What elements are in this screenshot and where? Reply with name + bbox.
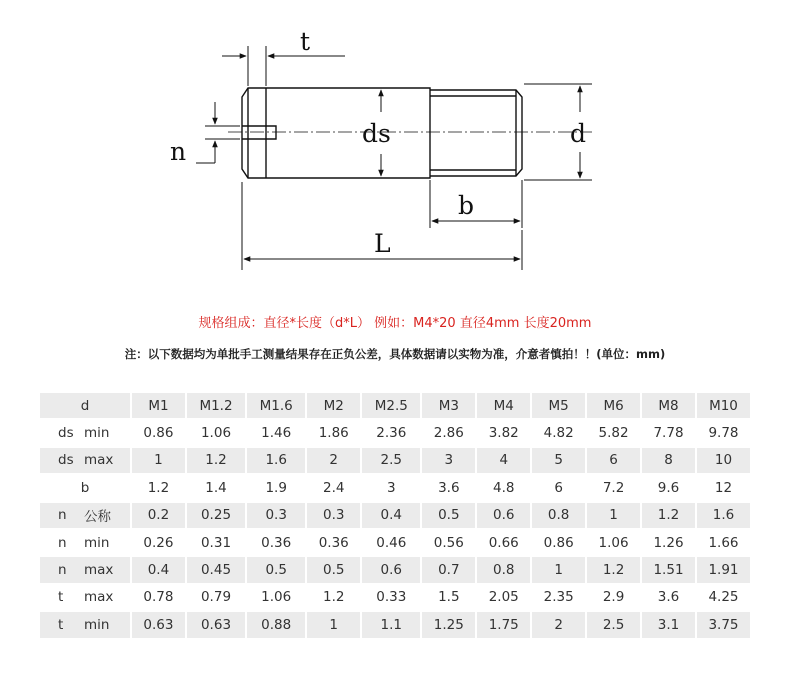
row-label: [40, 448, 132, 475]
table-cell: 1.2: [132, 475, 187, 502]
table-cell: M2.5: [362, 393, 422, 420]
row-label-qualifier: min: [84, 425, 110, 442]
row-label-qualifier: max: [84, 452, 114, 469]
row-label: [40, 530, 132, 557]
table-cell: 2.5: [362, 448, 422, 475]
table-row: [40, 612, 752, 639]
table-cell: 2.35: [532, 585, 587, 612]
table-cell: 0.31: [187, 530, 247, 557]
table-cell: 0.66: [477, 530, 532, 557]
table-cell: 3.6: [422, 475, 477, 502]
table-cell: M3: [422, 393, 477, 420]
table-cell: 1.2: [187, 448, 247, 475]
table-cell: 1.4: [187, 475, 247, 502]
table-cell: 0.8: [532, 503, 587, 530]
table-cell: 10: [697, 448, 752, 475]
table-cell: 7.78: [642, 420, 697, 447]
row-label-param: ds: [58, 452, 74, 469]
table-cell: 9.6: [642, 475, 697, 502]
table-cell: 4.8: [477, 475, 532, 502]
table-cell: 2.36: [362, 420, 422, 447]
row-label-qualifier: max: [84, 589, 114, 606]
dimension-table: [40, 393, 752, 640]
table-cell: M1.6: [247, 393, 307, 420]
screw-dimension-drawing: [0, 0, 790, 290]
table-cell: 0.78: [132, 585, 187, 612]
table-cell: M2: [307, 393, 362, 420]
table-cell: 0.63: [187, 612, 247, 639]
table-cell: 5: [532, 448, 587, 475]
table-cell: 0.88: [247, 612, 307, 639]
row-label: [40, 475, 132, 502]
table-cell: 1.86: [307, 420, 362, 447]
table-cell: M1: [132, 393, 187, 420]
row-label: [40, 585, 132, 612]
table-cell: 1: [307, 612, 362, 639]
table-cell: 8: [642, 448, 697, 475]
table-cell: 0.6: [362, 557, 422, 584]
table-cell: 0.5: [307, 557, 362, 584]
table-cell: 1.51: [642, 557, 697, 584]
table-cell: 4.25: [697, 585, 752, 612]
table-cell: M4: [477, 393, 532, 420]
table-cell: 3: [362, 475, 422, 502]
row-label-text: d: [80, 397, 90, 414]
table-cell: 1.6: [697, 503, 752, 530]
row-label: [40, 612, 132, 639]
table-cell: 1.06: [587, 530, 642, 557]
table-cell: 0.5: [247, 557, 307, 584]
label-n: n: [170, 137, 187, 166]
table-cell: M1.2: [187, 393, 247, 420]
table-cell: 0.56: [422, 530, 477, 557]
row-label-param: ds: [58, 425, 74, 442]
table-cell: 1.9: [247, 475, 307, 502]
row-label-param: n: [58, 534, 67, 551]
table-cell: 1.5: [422, 585, 477, 612]
label-b: b: [458, 191, 475, 220]
table-cell: 1.2: [307, 585, 362, 612]
table-cell: 9.78: [697, 420, 752, 447]
table-cell: 0.5: [422, 503, 477, 530]
table-row: [40, 448, 752, 475]
table-row: [40, 475, 752, 502]
table-cell: 0.46: [362, 530, 422, 557]
table-cell: 1.06: [247, 585, 307, 612]
label-L: L: [374, 229, 391, 258]
table-row: [40, 503, 752, 530]
label-t: t: [300, 27, 311, 56]
table-cell: 2.86: [422, 420, 477, 447]
table-cell: 0.26: [132, 530, 187, 557]
table-row: [40, 530, 752, 557]
table-cell: 3.82: [477, 420, 532, 447]
table-cell: 0.4: [132, 557, 187, 584]
table-cell: 6: [587, 448, 642, 475]
table-row: [40, 420, 752, 447]
table-cell: 1.75: [477, 612, 532, 639]
table-cell: 7.2: [587, 475, 642, 502]
table-cell: 0.8: [477, 557, 532, 584]
table-cell: 1.91: [697, 557, 752, 584]
table-cell: 1: [587, 503, 642, 530]
table-cell: 0.3: [307, 503, 362, 530]
table-cell: 0.86: [132, 420, 187, 447]
row-label-param: n: [58, 562, 67, 579]
table-cell: 0.79: [187, 585, 247, 612]
table-cell: M5: [532, 393, 587, 420]
table-cell: 0.4: [362, 503, 422, 530]
row-label-qualifier: min: [84, 534, 110, 551]
table-cell: M6: [587, 393, 642, 420]
table-cell: 3.75: [697, 612, 752, 639]
table-cell: 2.9: [587, 585, 642, 612]
row-label-qualifier: max: [84, 562, 114, 579]
row-label: [40, 420, 132, 447]
table-row: [40, 557, 752, 584]
label-d: d: [570, 119, 587, 148]
table-cell: 2: [307, 448, 362, 475]
table-cell: 1.66: [697, 530, 752, 557]
table-cell: 1.25: [422, 612, 477, 639]
table-cell: 2: [532, 612, 587, 639]
table-cell: 0.3: [247, 503, 307, 530]
table-cell: 0.45: [187, 557, 247, 584]
table-cell: 1: [132, 448, 187, 475]
spec-format-line: 规格组成：直径*长度（d*L） 例如：M4*20 直径4mm 长度20mm: [198, 316, 592, 331]
table-cell: 3.1: [642, 612, 697, 639]
row-label: [40, 557, 132, 584]
row-label-text: b: [80, 479, 90, 496]
table-cell: 0.36: [247, 530, 307, 557]
table-cell: 2.5: [587, 612, 642, 639]
row-label-param: t: [58, 589, 64, 606]
table-cell: 4.82: [532, 420, 587, 447]
table-row: [40, 585, 752, 612]
table-cell: 3.6: [642, 585, 697, 612]
table-cell: 1.2: [587, 557, 642, 584]
row-label-qualifier: min: [84, 616, 110, 633]
table-cell: 2.05: [477, 585, 532, 612]
table-cell: 4: [477, 448, 532, 475]
table-cell: 0.6: [477, 503, 532, 530]
table-cell: 0.33: [362, 585, 422, 612]
table-row: [40, 393, 752, 420]
table-cell: 0.63: [132, 612, 187, 639]
label-ds: ds: [362, 119, 391, 148]
table-cell: 1.6: [247, 448, 307, 475]
measurement-note: 注：以下数据均为单批手工测量结果存在正负公差，具体数据请以实物为准，介意者慎拍！！(单位：mm): [124, 347, 666, 361]
table-cell: 1.1: [362, 612, 422, 639]
table-cell: 5.82: [587, 420, 642, 447]
table-cell: 0.7: [422, 557, 477, 584]
table-cell: 1: [532, 557, 587, 584]
row-label-param: t: [58, 616, 64, 633]
table-cell: 0.86: [532, 530, 587, 557]
row-label: [40, 393, 132, 420]
table-cell: M10: [697, 393, 752, 420]
table-cell: 1.2: [642, 503, 697, 530]
table-cell: 1.46: [247, 420, 307, 447]
table-cell: 0.2: [132, 503, 187, 530]
row-label: [40, 503, 132, 530]
table-cell: 0.25: [187, 503, 247, 530]
table-cell: 1.26: [642, 530, 697, 557]
table-cell: 12: [697, 475, 752, 502]
row-label-qualifier: 公称: [84, 509, 111, 526]
row-label-param: n: [58, 507, 67, 524]
table-cell: 1.06: [187, 420, 247, 447]
table-cell: M8: [642, 393, 697, 420]
dimension-lines: [196, 46, 592, 270]
table-cell: 6: [532, 475, 587, 502]
table-cell: 2.4: [307, 475, 362, 502]
table-cell: 3: [422, 448, 477, 475]
table-cell: 0.36: [307, 530, 362, 557]
